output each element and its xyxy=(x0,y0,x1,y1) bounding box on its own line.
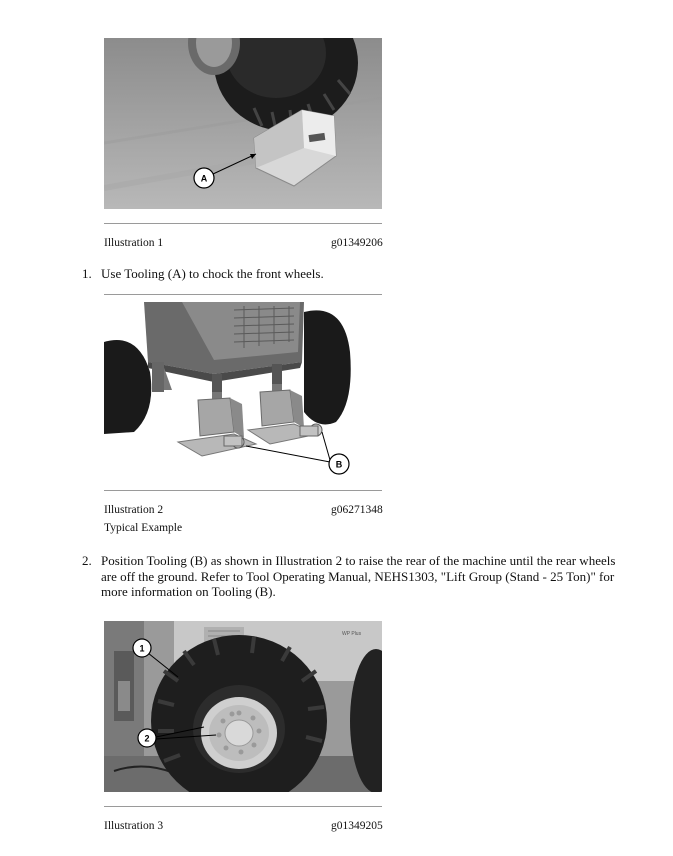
callout-1: 1 xyxy=(139,643,145,654)
step-1-text: Use Tooling (A) to chock the front wheels. xyxy=(101,266,324,281)
illustration-1-id: g01349206 xyxy=(331,237,383,249)
callout-b: B xyxy=(335,459,343,470)
illustration-2-label: Illustration 2 xyxy=(104,504,164,516)
illustration-2-top-rule xyxy=(104,294,382,295)
illustration-2-rule xyxy=(104,490,382,491)
background-label: WP Plus xyxy=(342,631,362,637)
illustration-2-photo xyxy=(104,302,382,480)
illustration-2-id: g06271348 xyxy=(331,504,383,516)
illustration-3-photo xyxy=(104,621,382,792)
step-2-text: Position Tooling (B) as shown in Illustration 2 to raise the rear of the machine until the rear wheels are off the ground. Refer to Tool Operating Manual, NEHS1303, "Lift Group (Stand - 25 Ton)" for more information on Tooling (B). xyxy=(101,553,616,599)
step-2-number: 2. xyxy=(82,553,92,568)
callout-a: A xyxy=(200,173,208,184)
illustration-1-rule xyxy=(104,223,382,224)
illustration-3-rule xyxy=(104,806,382,807)
illustration-1-label: Illustration 1 xyxy=(104,237,164,249)
illustration-3-label: Illustration 3 xyxy=(104,820,164,832)
illustration-1-photo xyxy=(104,38,382,209)
step-1-number: 1. xyxy=(82,266,92,281)
illustration-2-note: Typical Example xyxy=(104,522,183,534)
illustration-3-id: g01349205 xyxy=(331,820,383,832)
callout-2: 2 xyxy=(144,733,150,744)
